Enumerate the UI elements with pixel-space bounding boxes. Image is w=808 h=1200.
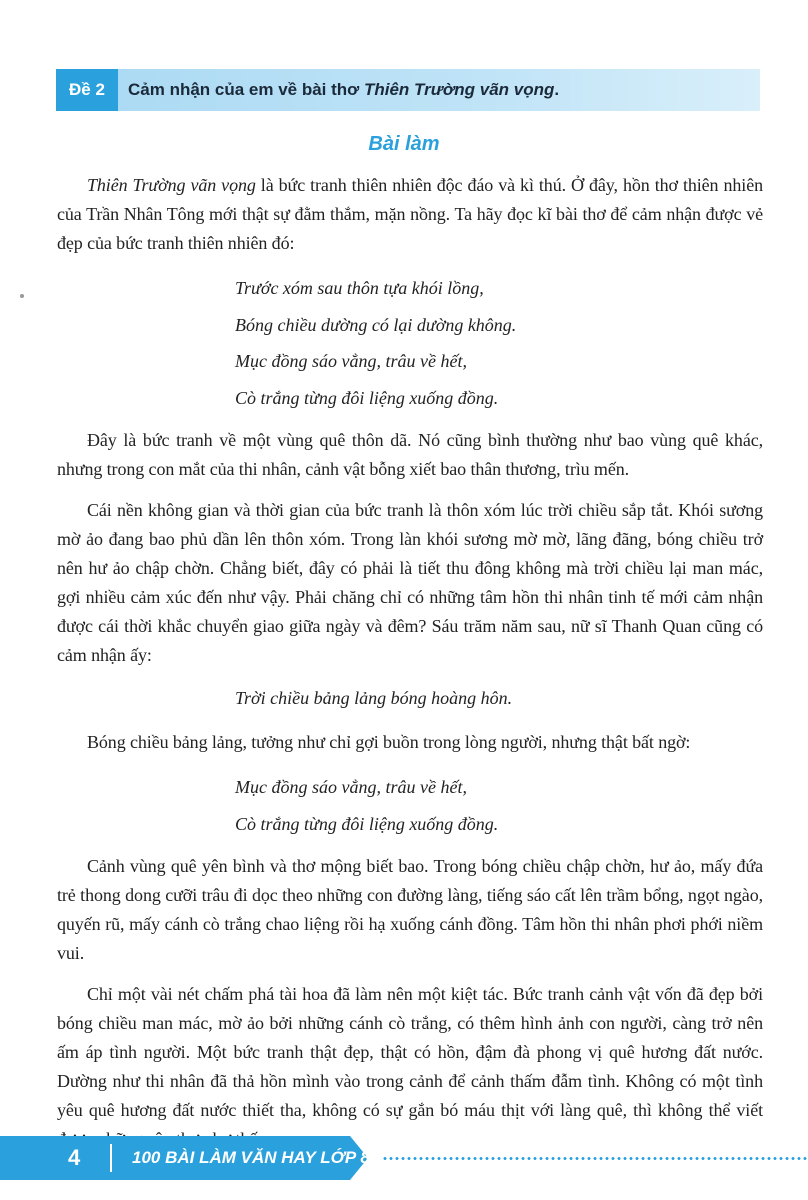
- section-heading: Bài làm: [368, 133, 440, 155]
- dotted-rule: [382, 1157, 808, 1160]
- topic-title-work: Thiên Trường vãn vọng: [363, 80, 555, 99]
- book-title: 100 BÀI LÀM VĂN HAY LỚP 8: [132, 1148, 370, 1167]
- page-footer: [0, 1136, 808, 1180]
- margin-speck: [20, 294, 24, 298]
- poem-block: [235, 270, 763, 416]
- paragraph-6: Chỉ một vài nét chấm phá tài hoa đã làm nên một kiệt tác. Bức tranh cảnh vật vốn đã đẹp bởi bóng chiều man mác, mờ ảo bởi những cánh cò trắng, có thêm hình ảnh con người, càng trở nên ấm áp tình người. Một bức tranh thật đẹp, thật có hồn, đậm đà phong vị quê hương đất nước. Dường như thi nhân đã thả hồn mình vào trong cảnh để cảnh thấm đẫm tình. Không có một tình yêu quê hương đất nước thiết tha, không có sự gắn bó máu thịt với làng quê, thì không thể viết: [57, 984, 763, 1120]
- poem-line: Cò trắng từng đôi liệng xuống đồng.: [235, 813, 499, 834]
- paragraph-5: Cảnh vùng quê yên bình và thơ mộng biết bao. Trong bóng chiều chập chờn, hư ảo, mấy đứa trẻ thong dong cưỡi trâu đi dọc theo những con đường làng, tiếng sáo cất lên trầm bổng, ngọt ngào, quyến rũ, mấy cánh cò trắng chao liệng rồi hạ xuống cánh đồng. Tâm hồn thi nhân phơi phới niềm vui.: [57, 856, 763, 963]
- quote-block: [235, 682, 763, 714]
- paragraph-2: Đây là bức tranh về một vùng quê thôn dã. Nó cũng bình thường như bao vùng quê khác, nhưng trong con mắt của thi nhân, cảnh vật bỗng xiết bao thân thương, trìu mến.: [57, 430, 763, 479]
- poem-line: Mục đồng sáo vẳng, trâu về hết,: [235, 777, 467, 797]
- topic-label: Đề 2: [56, 69, 118, 111]
- footer-divider: [110, 1144, 112, 1172]
- paragraph-3: Cái nền không gian và thời gian của bức tranh là thôn xóm lúc trời chiều sắp tắt. Khói sương mờ ảo đang bao phủ dần lên thôn xóm. Trong làn khói sương mờ mờ, lãng đãng, bóng chiều trở nên hư ảo chập chờn. Chẳng biết, đây có phải là tiết thu đông không mà trời chiều lại man mác, gợi nhiều cảm xúc đến như vậy. Phải chăng chỉ có những tâm hồn thi nhân tinh tế mới cảm nhận được cái thời khắc chuyển giao giữa ngày và đêm? Sáu trăm năm sau, nữ sĩ Thanh Quan cũng có cảm nhận ấy:: [57, 500, 763, 665]
- intro-paragraph: [57, 171, 763, 258]
- paragraph-4: Bóng chiều bảng lảng, tưởng như chỉ gợi buồn trong lòng người, nhưng thật bất ngờ:: [87, 732, 691, 752]
- intro-work-title: Thiên Trường vãn vọng: [87, 175, 256, 195]
- topic-title-prefix: Cảm nhận của em về bài thơ: [128, 80, 364, 99]
- poem-excerpt-block: [235, 769, 763, 842]
- intro-text: là bức tranh thiên nhiên độc đáo và kì thú. Ở đây, hồn thơ thiên nhiên của Trần Nhân Tông mới thật sự đằm thắm, mặn nồng. Ta hãy đọc kĩ bài thơ để cảm nhận được vẻ đẹp của bức tranh thiên nhiên đó:: [57, 175, 763, 253]
- page-number: 4: [68, 1145, 81, 1170]
- topic-title-suffix: .: [554, 80, 560, 99]
- essay-body: [57, 171, 763, 1166]
- poem-line: Cò trắng từng đôi liệng xuống đồng.: [235, 387, 499, 408]
- quote-line: Trời chiều bảng lảng bóng hoàng hôn.: [235, 688, 513, 708]
- poem-line: Trước xóm sau thôn tựa khói lồng,: [235, 278, 484, 298]
- poem-line: Mục đồng sáo vẳng, trâu về hết,: [235, 351, 467, 371]
- topic-title: [128, 80, 559, 100]
- topic-banner: [56, 69, 760, 111]
- poem-line: Bóng chiều dường có lại dường không.: [235, 314, 517, 335]
